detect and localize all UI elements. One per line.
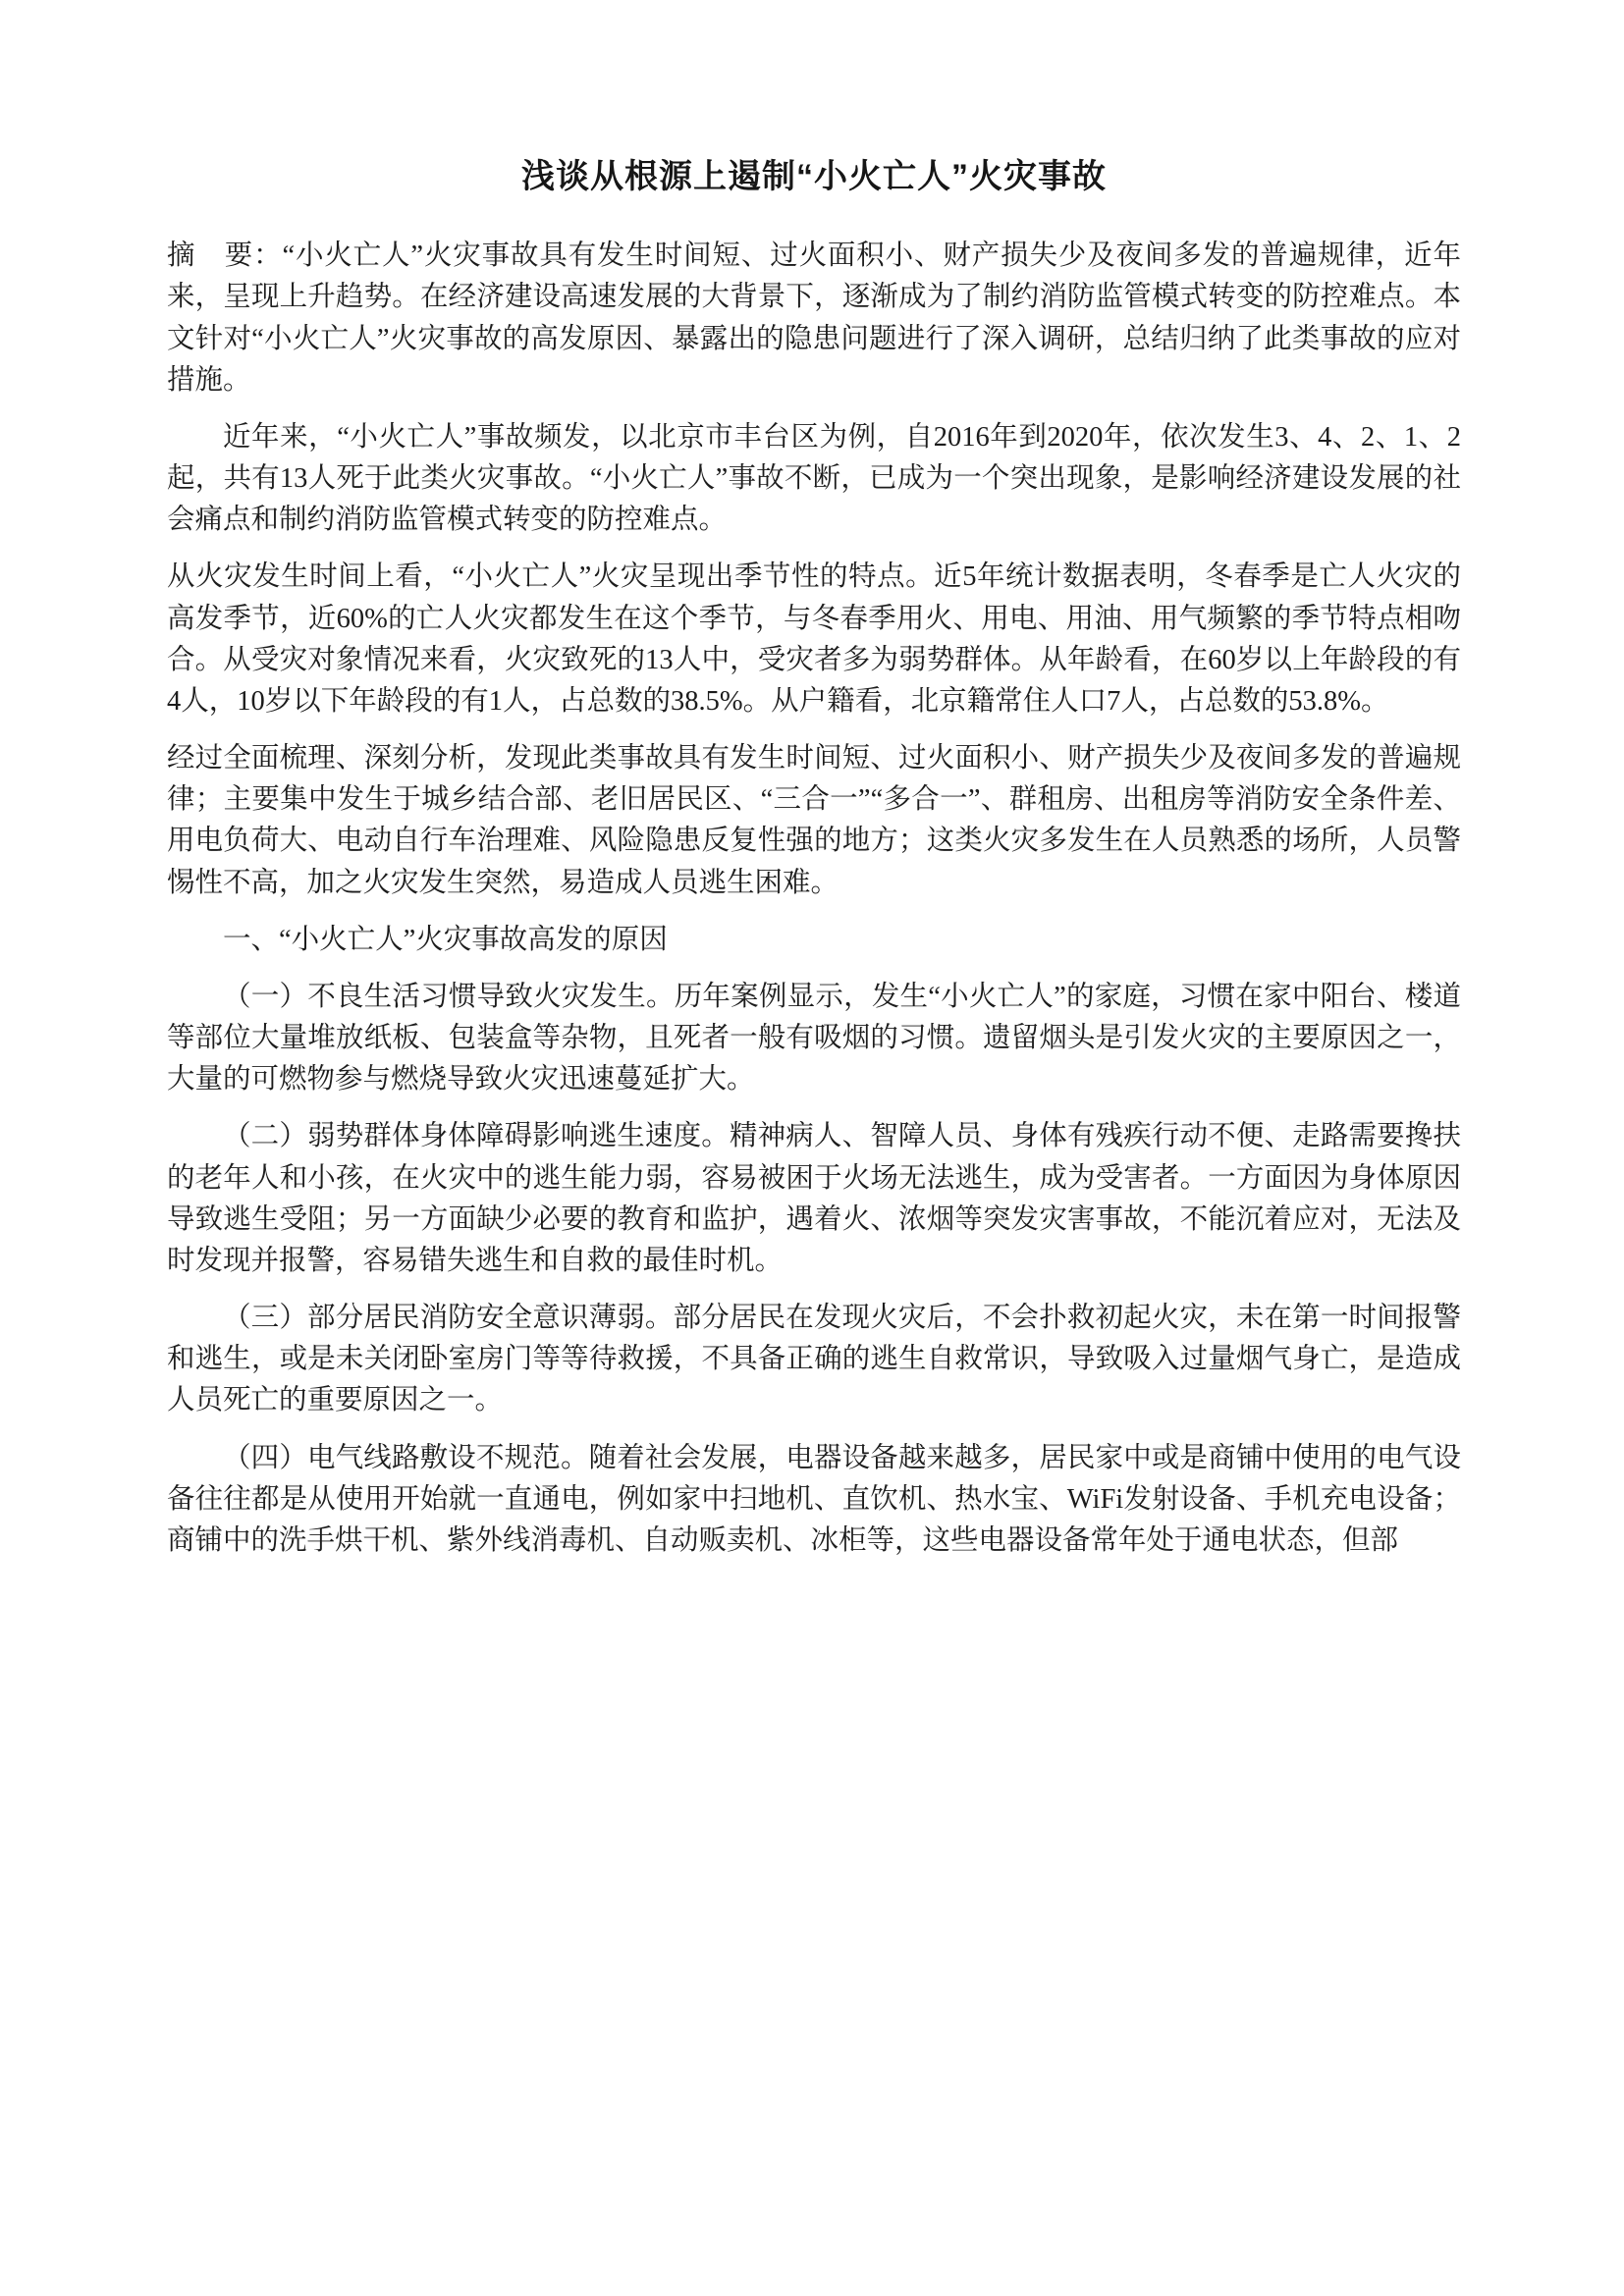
- paragraph: 近年来，“小火亡人”事故频发，以北京市丰台区为例，自2016年到2020年，依次发生3、4、2、1、2起，共有13人死于此类火灾事故。“小火亡人”事故不断，已成为一个突出现象，是影响经济建设发展的社会痛点和制约消防监管模式转变的防控难点。: [167, 421, 1461, 536]
- paragraph: 经过全面梳理、深刻分析，发现此类事故具有发生时间短、过火面积小、财产损失少及夜间多发的普遍规律；主要集中发生于城乡结合部、老旧居民区、“三合一”“多合一”、群租房、出租房等消防安全条件差、用电负荷大、电动自行车治理难、风险隐患反复性强的地方；这类火灾多发生在人员熟悉的场所，人员警惕性不高，加之火灾发生突然，易造成人员逃生困难。: [167, 743, 1461, 898]
- paragraph: 从火灾发生时间上看，“小火亡人”火灾呈现出季节性的特点。近5年统计数据表明，冬春季是亡人火灾的高发季节，近60%的亡人火灾都发生在这个季节，与冬春季用火、用电、用油、用气频繁的季节特点相吻合。从受灾对象情况来看，火灾致死的13人中，受灾者多为弱势群体。从年龄看，在60岁以上年龄段的有4人，10岁以下年龄段的有1人，占总数的38.5%。从户籍看，北京籍常住人口7人，占总数的53.8%。: [167, 561, 1461, 717]
- paragraph: （二）弱势群体身体障碍影响逃生速度。精神病人、智障人员、身体有残疾行动不便、走路需要搀扶的老年人和小孩，在火灾中的逃生能力弱，容易被困于火场无法逃生，成为受害者。一方面因为身体原因导致逃生受阻；另一方面缺少必要的教育和监护，遇着火、浓烟等突发灾害事故，不能沉着应对，无法及时发现并报警，容易错失逃生和自救的最佳时机。: [167, 1121, 1461, 1276]
- document-title: 浅谈从根源上遏制“小火亡人”火灾事故: [521, 158, 1107, 195]
- paragraph: （一）不良生活习惯导致火灾发生。历年案例显示，发生“小火亡人”的家庭，习惯在家中阳台、楼道等部位大量堆放纸板、包装盒等杂物，且死者一般有吸烟的习惯。遗留烟头是引发火灾的主要原因之一，大量的可燃物参与燃烧导致火灾迅速蔓延扩大。: [167, 981, 1461, 1095]
- section-heading: 一、“小火亡人”火灾事故高发的原因: [223, 924, 668, 955]
- paragraph-abstract: 摘 要：“小火亡人”火灾事故具有发生时间短、过火面积小、财产损失少及夜间多发的普遍规律，近年来，呈现上升趋势。在经济建设高速发展的大背景下，逐渐成为了制约消防监管模式转变的防控难点。本文针对“小火亡人”火灾事故的高发原因、暴露出的隐患问题进行了深入调研，总结归纳了此类事故的应对措施。: [167, 240, 1461, 396]
- paragraph: （四）电气线路敷设不规范。随着社会发展，电器设备越来越多，居民家中或是商铺中使用的电气设备往往都是从使用开始就一直通电，例如家中扫地机、直饮机、热水宝、WiFi发射设备、手机充电设备；商铺中的洗手烘干机、紫外线消毒机、自动贩卖机、冰柜等，这些电器设备常年处于通电状态，但部: [167, 1442, 1461, 1556]
- paragraph: （三）部分居民消防安全意识薄弱。部分居民在发现火灾后，不会扑救初起火灾，未在第一时间报警和逃生，或是未关闭卧室房门等等待救援，不具备正确的逃生自救常识，导致吸入过量烟气身亡，是造成人员死亡的重要原因之一。: [167, 1303, 1461, 1416]
